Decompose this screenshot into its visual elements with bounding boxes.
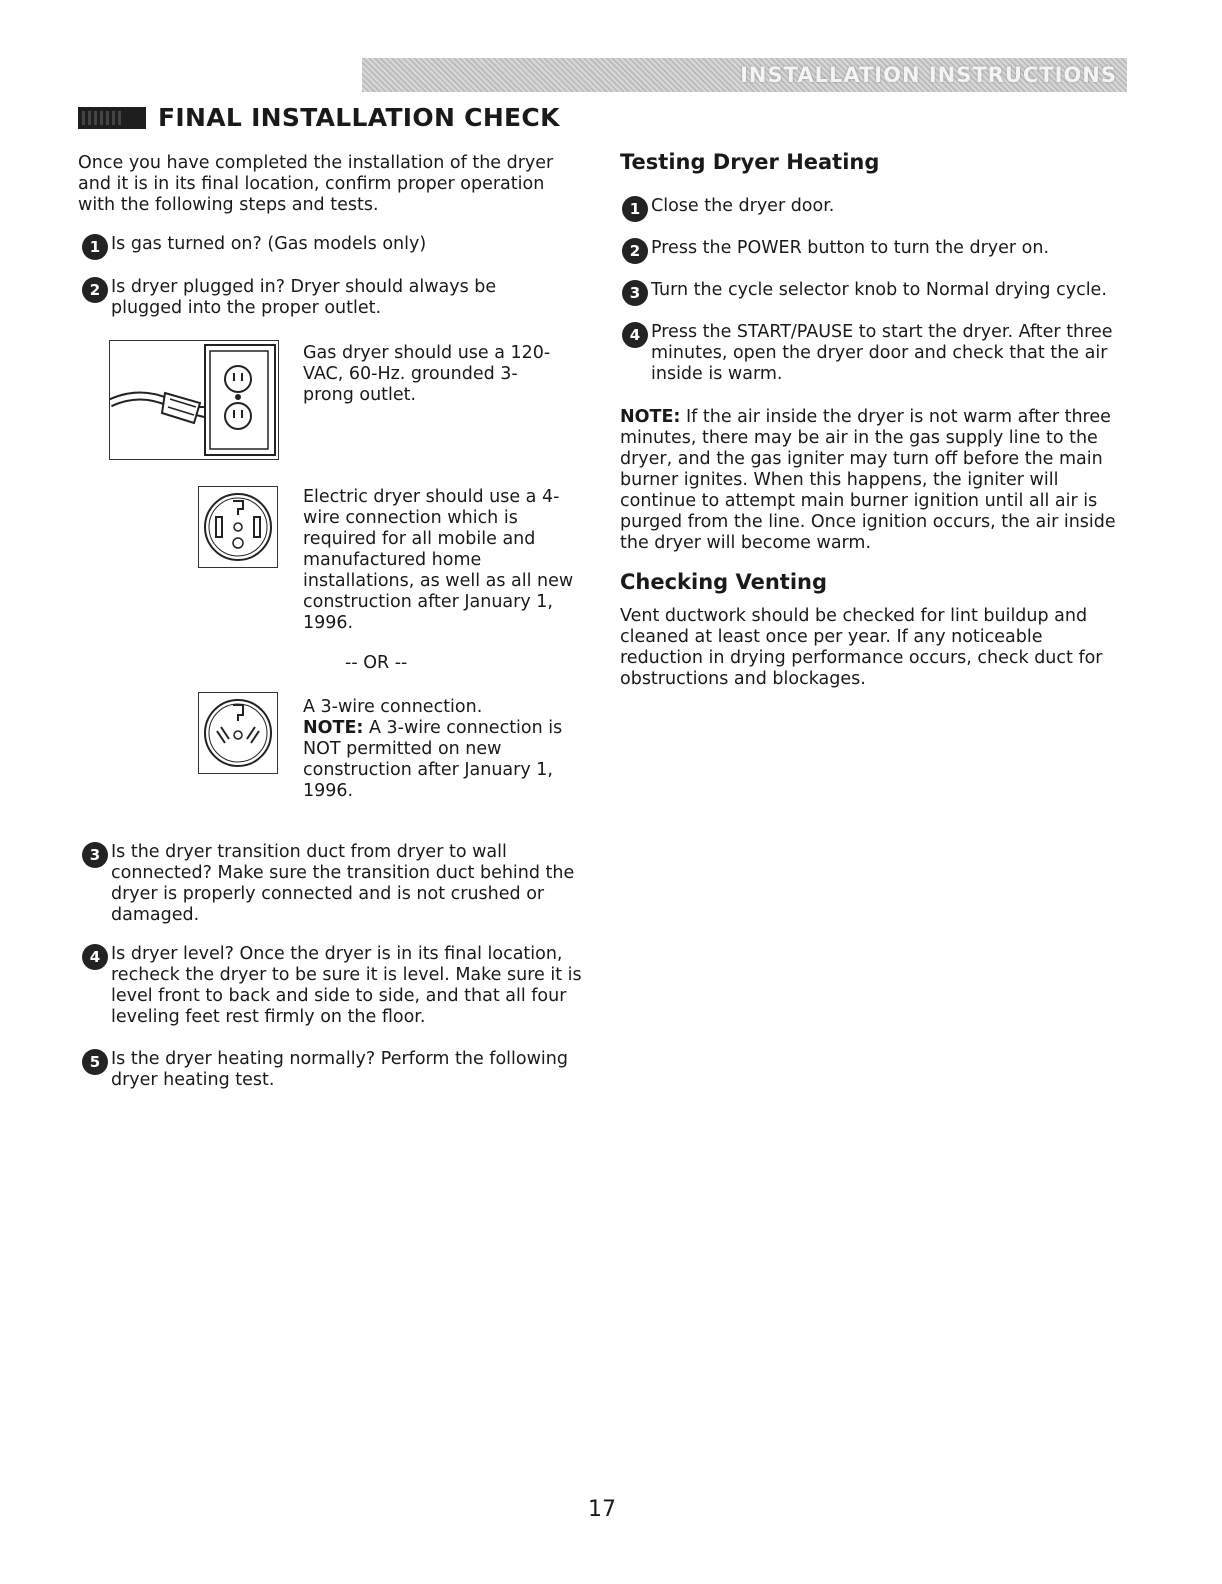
step-number-badge: 3 xyxy=(82,842,108,868)
header-banner xyxy=(362,58,1127,92)
step-number-badge: 5 xyxy=(82,1049,108,1075)
note-label: NOTE: xyxy=(303,718,364,738)
test-step-3 xyxy=(622,280,1132,301)
plug-and-outlet-icon xyxy=(110,341,278,459)
four-wire-outlet-text: Electric dryer should use a 4-wire connection which is required for all mobile and manufactured home installations, as well as all new construction after January 1, 1996. xyxy=(303,487,574,633)
three-wire-outlet-block xyxy=(303,697,563,802)
step-number-badge: 4 xyxy=(622,322,648,348)
banner-title: INSTALLATION INSTRUCTIONS xyxy=(740,63,1117,87)
gas-outlet-illustration xyxy=(109,340,279,460)
or-separator: -- OR -- xyxy=(345,653,408,673)
test-step-4-text: Press the START/PAUSE to start the dryer. After three minutes, open the dryer door and check that the air inside is warm. xyxy=(651,322,1113,384)
three-wire-outlet-illustration xyxy=(198,692,278,774)
page-number: 17 xyxy=(588,1497,616,1522)
test-step-3-text: Turn the cycle selector knob to Normal drying cycle. xyxy=(651,280,1107,300)
testing-heading: Testing Dryer Heating xyxy=(620,150,880,174)
test-step-1-text: Close the dryer door. xyxy=(651,196,835,216)
testing-note xyxy=(620,407,1130,554)
check-step-5 xyxy=(82,1049,582,1091)
four-wire-outlet-icon xyxy=(199,487,277,567)
step-number-badge: 1 xyxy=(622,196,648,222)
check-step-3 xyxy=(82,842,582,926)
venting-heading: Checking Venting xyxy=(620,570,828,594)
venting-text: Vent ductwork should be checked for lint buildup and cleaned at least once per year. If any noticeable reduction in drying performance occurs, check duct for obstructions and blockages. xyxy=(620,606,1103,689)
intro-paragraph: Once you have completed the installation of the dryer and it is in its final location, confirm proper operation with the following steps and tests. xyxy=(78,153,554,215)
page-title: FINAL INSTALLATION CHECK xyxy=(158,103,560,132)
check-step-2 xyxy=(82,277,572,319)
check-step-5-text: Is the dryer heating normally? Perform the following dryer heating test. xyxy=(111,1049,568,1090)
test-step-1 xyxy=(622,196,1132,217)
note-label: NOTE: xyxy=(620,407,681,427)
check-step-1-text: Is gas turned on? (Gas models only) xyxy=(111,234,427,254)
check-step-4 xyxy=(82,944,582,1028)
three-wire-note: A 3-wire connection is NOT permitted on new construction after January 1, 1996. xyxy=(303,718,563,801)
four-wire-outlet-illustration xyxy=(198,486,278,568)
check-step-4-text: Is dryer level? Once the dryer is in its final location, recheck the dryer to be sure it is level. Make sure it is level front to back and side to side, and that all four leveling feet rest firmly on the floor. xyxy=(111,944,582,1027)
section-marker xyxy=(78,107,146,129)
test-step-2-text: Press the POWER button to turn the dryer on. xyxy=(651,238,1050,258)
step-number-badge: 2 xyxy=(622,238,648,264)
gas-outlet-text: Gas dryer should use a 120-VAC, 60-Hz. grounded 3-prong outlet. xyxy=(303,343,551,405)
check-step-2-text: Is dryer plugged in? Dryer should always be plugged into the proper outlet. xyxy=(111,277,497,318)
test-step-2 xyxy=(622,238,1132,259)
three-wire-outlet-icon xyxy=(199,693,277,773)
test-step-4 xyxy=(622,322,1132,385)
check-step-1 xyxy=(82,234,582,255)
testing-note-text: If the air inside the dryer is not warm after three minutes, there may be air in the gas supply line to the dryer, and the gas igniter may turn off before the main burner ignites. When this happens, the igniter will continue to attempt main burner ignition until all air is purged from the line. Once ignition occurs, the air inside the dryer will become warm. xyxy=(620,407,1116,553)
step-number-badge: 1 xyxy=(82,234,108,260)
step-number-badge: 2 xyxy=(82,277,108,303)
three-wire-outlet-text: A 3-wire connection. xyxy=(303,697,483,717)
step-number-badge: 3 xyxy=(622,280,648,306)
step-number-badge: 4 xyxy=(82,944,108,970)
check-step-3-text: Is the dryer transition duct from dryer to wall connected? Make sure the transition duct behind the dryer is properly connected and is not crushed or damaged. xyxy=(111,842,575,925)
